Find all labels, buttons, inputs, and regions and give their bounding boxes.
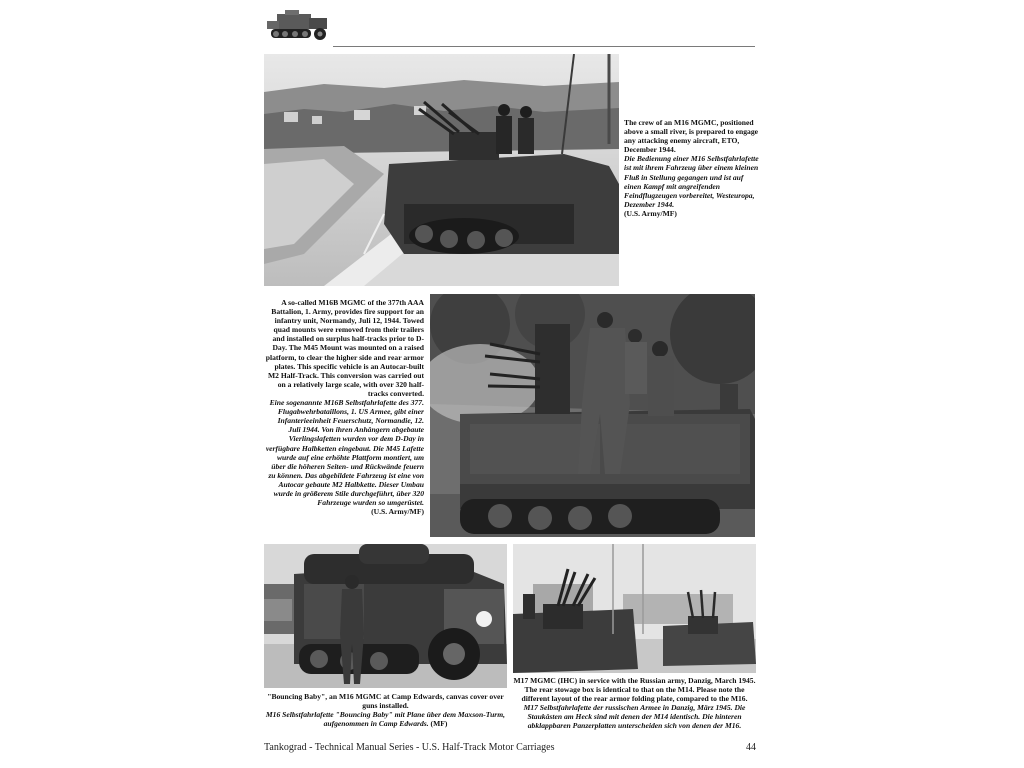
photo-m16-above-river <box>264 54 619 286</box>
caption-1-german: Die Bedienung einer M16 Selbstfahrlafette ist mit ihrem Fahrzeug über einem kleinen Fluß in Stellung gegangen und ist auf einen Kampf mit angreifenden Feindflugzeugen vorbereitet, Westeuropa, Dezember 1944. <box>624 154 759 209</box>
caption-3-german-text: M16 Selbstfahrlafette "Bouncing Baby" mit Plane über dem Maxson-Turm, aufgenommen in Camp Edwards. <box>265 710 506 729</box>
caption-4-english: M17 MGMC (IHC) in service with the Russian army, Danzig, March 1945. The rear stowage box is identical to that on the M14. Please note the different layout of the rear armor folding plate, compared to the M16. <box>513 676 756 704</box>
caption-3-credit: (MF) <box>430 719 448 729</box>
caption-3-german <box>264 710 507 728</box>
caption-4-german: M17 Selbstfahrlafette der russischen Armee in Danzig, März 1945. Die Staukästen am Heck sind mit denen der M14 identisch. Die hinteren abklappbaren Panzerplatten unterscheiden sich von denen der M16. <box>523 703 746 731</box>
caption-2-german: Eine sogenannte M16B Selbstfahrlafette des 377. Flugabwehrbataillons, 1. US Armee, gibt einer Infanterieeinheit Feuerschutz, Normandie, 12. Juli 1944. Von ihren Anhängern abgebaute Vierlingslafetten wurden vor dem D-Day in verfügbare Halbketten eingebaut. Die M45 Lafette wurde auf eine erhöhte Plattform montiert, um über die höheren Seiten- und Rückwände feuern zu können. Das abgebildete Fahrzeug ist eine von Autocar gebaute M2 Halbkette. Dieser Umbau wurde in größerem Stile durchgeführt, über 320 Fahrzeuge wurden so umgerüstet. <box>265 398 424 508</box>
footer-series-title: Tankograd - Technical Manual Series - U.S. Half-Track Motor Carriages <box>264 742 555 753</box>
caption-photo-2 <box>264 298 424 516</box>
caption-3-english: "Bouncing Baby", an M16 MGMC at Camp Edwards, canvas cover over guns installed. <box>267 692 504 711</box>
caption-photo-4 <box>513 676 756 731</box>
photo-m17-danzig <box>513 544 756 673</box>
caption-photo-3 <box>264 692 507 728</box>
page-number: 44 <box>746 742 756 753</box>
caption-photo-1 <box>624 118 762 218</box>
half-track-logo-icon <box>263 7 331 45</box>
photo-m16b-normandy <box>430 294 755 537</box>
photo-bouncing-baby <box>264 544 507 688</box>
header-rule <box>333 46 755 47</box>
caption-1-credit: (U.S. Army/MF) <box>624 208 677 218</box>
caption-1-english: The crew of an M16 MGMC, positioned above a small river, is prepared to engage any attacking enemy aircraft, ETO, December 1944. <box>624 118 759 155</box>
page-footer <box>264 742 756 756</box>
caption-2-credit: (U.S. Army/MF) <box>371 507 424 517</box>
caption-2-english: A so-called M16B MGMC of the 377th AAA Battalion, 1. Army, provides fire support for an infantry unit, Normandy, Juli 12, 1944. Towed quad mounts were removed from their trailers and installed on surplus half-tracks prior to D-Day. The M45 Mount was mounted on a raised platform, to clear the higher side and rear armor plates. This specific vehicle is an Autocar-built M2 Half-Track. This conversion was carried out on a relatively large scale, with over 320 half-tracks converted. <box>265 298 424 398</box>
